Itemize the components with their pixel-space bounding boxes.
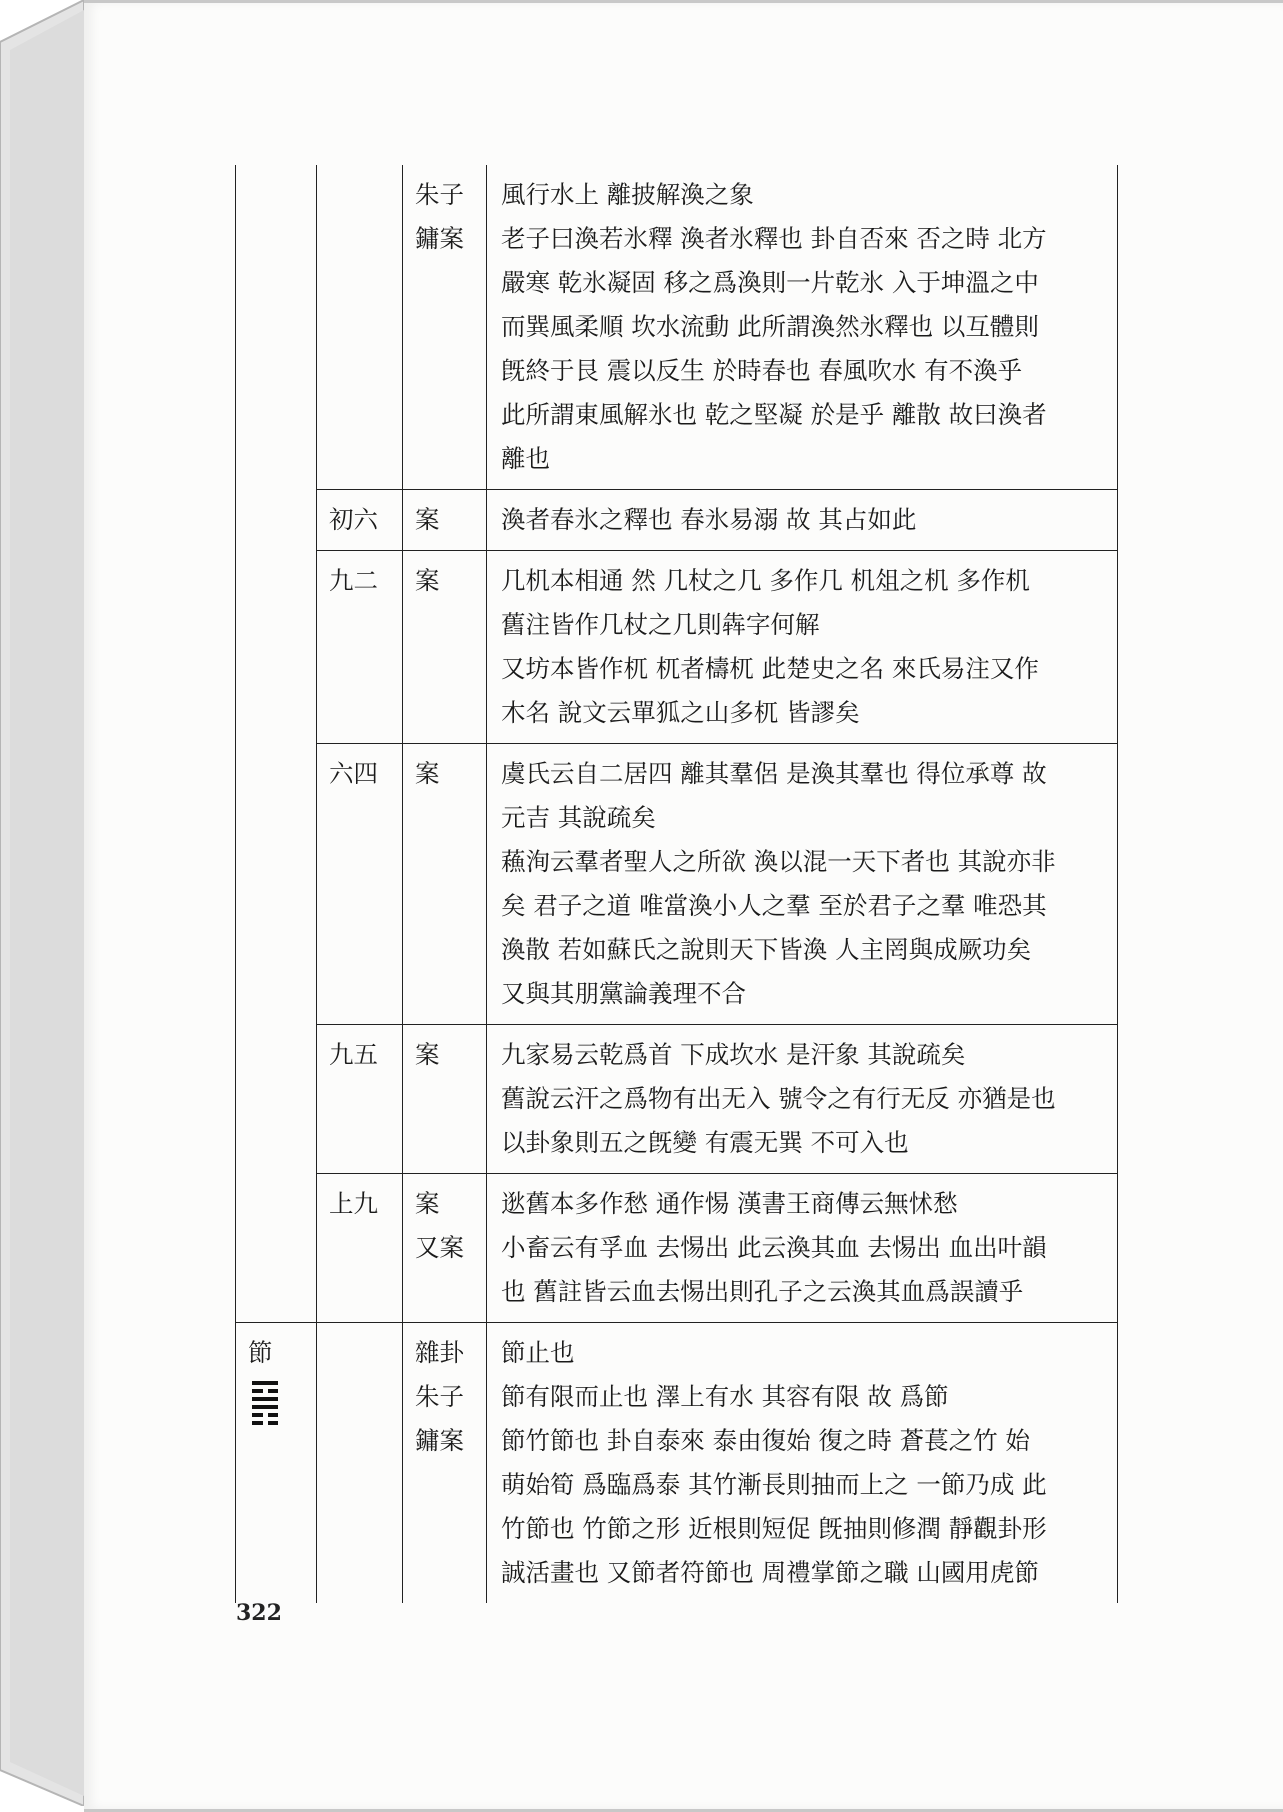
line-position-cell bbox=[317, 1174, 403, 1323]
commentary-line: 逖舊本多作愁 通作惕 漢書王商傳云無怵愁 bbox=[501, 1189, 958, 1218]
commentary-line: 旣終于艮 震以反生 於時春也 春風吹水 有不渙乎 bbox=[501, 356, 1023, 385]
commentary-line: 節有限而止也 澤上有水 其容有限 故 爲節 bbox=[501, 1382, 949, 1411]
commentary-line: 舊說云汗之爲物有出无入 號令之有行无反 亦猶是也 bbox=[501, 1084, 1056, 1113]
commentary-line: 節止也 bbox=[501, 1338, 575, 1367]
hexagram-name-cell bbox=[236, 1323, 317, 1604]
source-label-cell bbox=[403, 1025, 487, 1174]
commentary-cell bbox=[487, 1025, 1118, 1174]
page-number: 322 bbox=[236, 1600, 282, 1626]
line-position: 九五 bbox=[329, 1040, 378, 1069]
table-row bbox=[236, 1323, 1118, 1604]
commentary-cell bbox=[487, 490, 1118, 551]
source-label-cell bbox=[403, 1323, 487, 1604]
line-position: 六四 bbox=[329, 759, 378, 788]
commentary-cell bbox=[487, 165, 1118, 490]
source-label-cell bbox=[403, 744, 487, 1025]
commentary-cell bbox=[487, 1174, 1118, 1323]
line-position-cell bbox=[317, 1323, 403, 1604]
commentary-line: 九家易云乾爲首 下成坎水 是汗象 其說疏矣 bbox=[501, 1040, 966, 1069]
commentary-line: 渙散 若如蘇氏之說則天下皆渙 人主罔與成厥功矣 bbox=[501, 935, 1032, 964]
table-row bbox=[236, 165, 1118, 490]
source-label-cell bbox=[403, 1174, 487, 1323]
source-label: 雜卦 bbox=[415, 1338, 464, 1367]
commentary-line: 節竹節也 卦自泰來 泰由復始 復之時 蒼萇之竹 始 bbox=[501, 1426, 1030, 1455]
commentary-line: 虞氏云自二居四 離其羣侶 是渙其羣也 得位承尊 故 bbox=[501, 759, 1047, 788]
commentary-line: 几机本相通 然 几杖之几 多作几 机俎之机 多作机 bbox=[501, 566, 1030, 595]
table-row bbox=[236, 744, 1118, 1025]
source-label: 朱子 bbox=[415, 1382, 464, 1411]
commentary-line: 蘓洵云羣者聖人之所欲 渙以混一天下者也 其說亦非 bbox=[501, 847, 1056, 876]
commentary-line: 小畜云有孚血 去惕出 此云渙其血 去惕出 血出叶韻 bbox=[501, 1233, 1047, 1262]
commentary-line: 離也 bbox=[501, 444, 550, 473]
table-row bbox=[236, 1174, 1118, 1323]
commentary-line: 木名 說文云單狐之山多杌 皆謬矣 bbox=[501, 698, 860, 727]
hexagram-icon bbox=[252, 1381, 278, 1425]
hexagram-name: 節 bbox=[248, 1338, 273, 1367]
source-label: 朱子 bbox=[415, 180, 464, 209]
line-position: 初六 bbox=[329, 505, 378, 534]
source-label: 又案 bbox=[415, 1233, 464, 1262]
line-position-cell bbox=[317, 1025, 403, 1174]
hexagram-name-cell bbox=[236, 165, 317, 1323]
commentary-line: 又與其朋黨論義理不合 bbox=[501, 979, 746, 1008]
commentary-line: 也 舊註皆云血去惕出則孔子之云渙其血爲誤讀乎 bbox=[501, 1277, 1024, 1306]
source-label-cell bbox=[403, 165, 487, 490]
line-position-cell bbox=[317, 165, 403, 490]
commentary-line: 舊注皆作几杖之几則犇字何解 bbox=[501, 610, 820, 639]
commentary-cell bbox=[487, 551, 1118, 744]
commentary-table bbox=[235, 165, 1118, 1603]
line-position: 上九 bbox=[329, 1189, 378, 1218]
commentary-line: 而巽風柔順 坎水流動 此所謂渙然氷釋也 以互體則 bbox=[501, 312, 1039, 341]
commentary-cell bbox=[487, 744, 1118, 1025]
commentary-line: 渙者春氷之釋也 春氷易溺 故 其占如此 bbox=[501, 505, 917, 534]
source-label-cell bbox=[403, 490, 487, 551]
line-position-cell bbox=[317, 490, 403, 551]
commentary-cell bbox=[487, 1323, 1118, 1604]
source-label: 案 bbox=[415, 1040, 440, 1069]
source-label-cell bbox=[403, 551, 487, 744]
line-position-cell bbox=[317, 744, 403, 1025]
source-label: 鏞案 bbox=[415, 1426, 464, 1455]
table-row bbox=[236, 551, 1118, 744]
table-row bbox=[236, 1025, 1118, 1174]
commentary-line: 萌始筍 爲臨爲泰 其竹漸長則抽而上之 一節乃成 此 bbox=[501, 1470, 1047, 1499]
source-label: 案 bbox=[415, 1189, 440, 1218]
commentary-line: 元吉 其說疏矣 bbox=[501, 803, 656, 832]
commentary-line: 風行水上 離披解渙之象 bbox=[501, 180, 754, 209]
table-row bbox=[236, 490, 1118, 551]
line-position-cell bbox=[317, 551, 403, 744]
commentary-line: 此所謂東風解氷也 乾之堅凝 於是乎 離散 故曰渙者 bbox=[501, 400, 1047, 429]
source-label: 案 bbox=[415, 566, 440, 595]
source-label: 鏞案 bbox=[415, 224, 464, 253]
source-label: 案 bbox=[415, 759, 440, 788]
line-position: 九二 bbox=[329, 566, 378, 595]
commentary-line: 矣 君子之道 唯當渙小人之羣 至於君子之羣 唯恐其 bbox=[501, 891, 1047, 920]
commentary-line: 老子曰渙若氷釋 渙者氷釋也 卦自否來 否之時 北方 bbox=[501, 224, 1047, 253]
commentary-line: 誠活畫也 又節者符節也 周禮掌節之職 山國用虎節 bbox=[501, 1558, 1039, 1587]
commentary-line: 又坊本皆作杌 杌者檮杌 此楚史之名 來氏易注又作 bbox=[501, 654, 1039, 683]
commentary-line: 竹節也 竹節之形 近根則短促 旣抽則修潤 靜觀卦形 bbox=[501, 1514, 1047, 1543]
source-label: 案 bbox=[415, 505, 440, 534]
commentary-line: 嚴寒 乾氷凝固 移之爲渙則一片乾氷 入于坤溫之中 bbox=[501, 268, 1039, 297]
commentary-line: 以卦象則五之旣變 有震无巽 不可入也 bbox=[501, 1128, 909, 1157]
